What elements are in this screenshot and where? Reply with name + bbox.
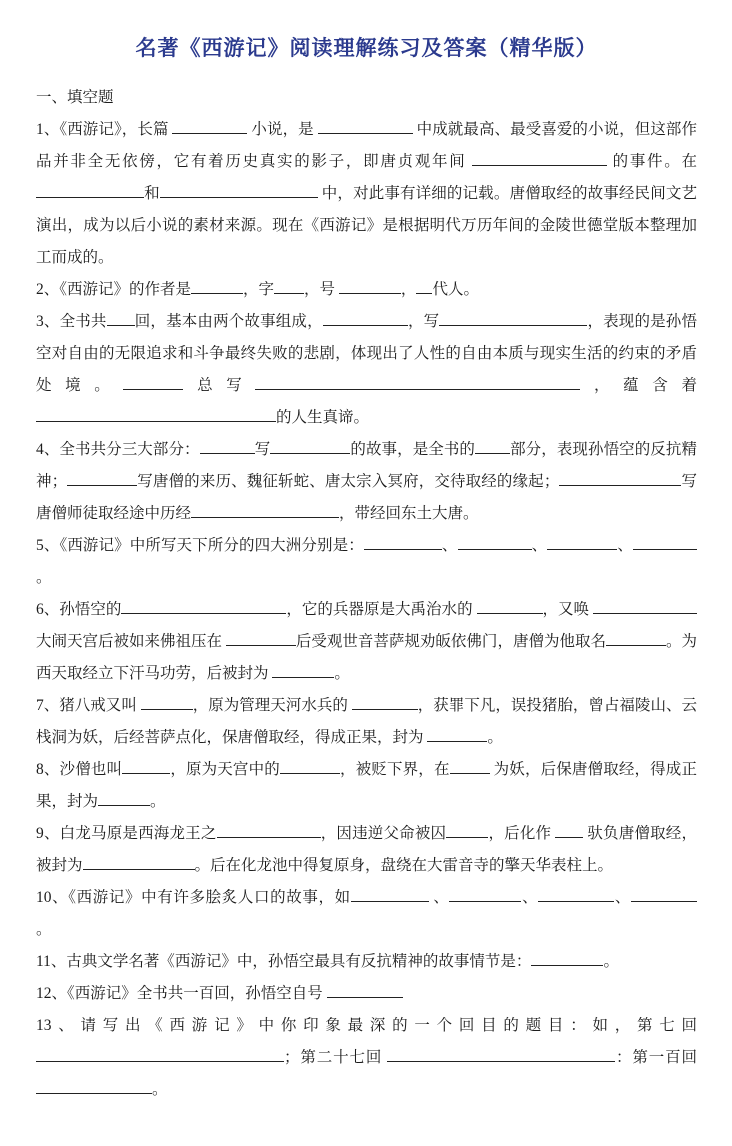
answer-blank — [107, 312, 135, 326]
question-text: 、 — [428, 889, 450, 906]
answer-blank — [280, 760, 340, 774]
answer-blank — [270, 440, 350, 454]
question-2 — [36, 274, 697, 306]
question-5 — [36, 530, 697, 594]
question-text: 3、全书共 — [36, 313, 107, 330]
answer-blank — [122, 760, 170, 774]
question-text: 、 — [531, 537, 548, 554]
question-text: 。 — [334, 665, 350, 682]
question-text: ，它的兵器原是大禹治水的 — [286, 601, 477, 618]
question-text: 7、猪八戒又叫 — [36, 697, 141, 714]
question-13 — [36, 1010, 697, 1106]
answer-blank — [593, 600, 697, 614]
question-text: 驮负唐僧取经，被封为 — [36, 825, 697, 874]
question-11 — [36, 946, 697, 978]
answer-blank — [226, 632, 296, 646]
answer-blank — [531, 952, 603, 966]
answer-blank — [475, 440, 510, 454]
answer-blank — [36, 184, 144, 198]
question-4 — [36, 434, 697, 530]
answer-blank — [555, 824, 583, 838]
answer-blank — [323, 312, 408, 326]
question-text: ，蕴含着 — [580, 377, 697, 394]
question-text: 。后在化龙池中得复原身，盘绕在大雷音寺的擎天华表柱上。 — [194, 857, 614, 874]
question-text: 、 — [617, 537, 633, 554]
question-text: 和 — [144, 185, 160, 202]
question-1 — [36, 114, 697, 274]
answer-blank — [191, 504, 339, 518]
question-text: 。 — [150, 793, 166, 810]
question-text: 的故事，是全书的 — [350, 441, 476, 458]
answer-blank — [200, 440, 255, 454]
question-text: ，获罪下凡，误投猪胎，曾占福陵山、云栈洞为妖，后经菩萨点化，保唐僧取经，得成正果，封为 — [36, 697, 697, 746]
page-title: 名著《西游记》阅读理解练习及答案（精华版） — [135, 37, 598, 60]
question-6 — [36, 594, 697, 690]
question-text: ，被贬下界，在 — [339, 761, 450, 778]
answer-blank — [255, 376, 580, 390]
question-text: 小说，是 — [247, 121, 318, 138]
question-text: ，带经回东土大唐。 — [339, 505, 479, 522]
question-text: 2、《西游记》的作者是 — [36, 281, 192, 298]
question-text: 。为西天取经立下汗马功劳，后被封为 — [36, 633, 697, 682]
question-12 — [36, 978, 697, 1010]
question-text: 10、《西游记》中有许多脍炙人口的故事，如 — [36, 889, 351, 906]
question-text: 中，对此事有详细的记载。唐僧取经的故事经民间文艺演出，成为以后小说的素材来源。现在《西游记》是根据明代万历年间的金陵世德堂版本整理加工而成的。 — [36, 185, 697, 266]
answer-blank — [217, 824, 321, 838]
question-text: ，号 — [304, 281, 339, 298]
answer-blank — [123, 376, 183, 390]
question-text: 的人生真谛。 — [276, 409, 370, 426]
answer-blank — [458, 536, 532, 550]
question-text: 、 — [521, 889, 539, 906]
question-text: ，字 — [243, 281, 275, 298]
answer-blank — [98, 792, 150, 806]
answer-blank — [416, 280, 432, 294]
question-text: 部分，表现孙悟空的反抗精神； — [36, 441, 697, 490]
question-text: ；第二十七回 — [284, 1049, 388, 1066]
question-text: 写唐僧师徒取经途中历经 — [36, 473, 697, 522]
question-text: 4、全书共分三大部分： — [36, 441, 200, 458]
question-text: 、 — [614, 889, 631, 906]
questions-list — [36, 114, 697, 1106]
answer-blank — [446, 824, 488, 838]
question-text: 6、孙悟空的 — [36, 601, 122, 618]
question-text: 代人。 — [432, 281, 479, 298]
answer-blank — [141, 696, 193, 710]
question-text: 中成就最高、最受喜爱的小说，但这部作品并非全无依傍，它有着历史真实的影子，即唐贞观年间 — [36, 121, 697, 170]
question-text: 写 — [254, 441, 271, 458]
question-text: ，表现的是孙悟空对自由的无限追求和斗争最终失败的悲剧，体现出了人性的自由本质与现实生活的约束的矛盾处境。 — [36, 313, 697, 394]
answer-blank — [477, 600, 543, 614]
question-text: ，写 — [407, 313, 440, 330]
answer-blank — [83, 856, 195, 870]
answer-blank — [364, 536, 442, 550]
question-text: 总写 — [183, 377, 256, 394]
answer-blank — [339, 280, 401, 294]
answer-blank — [449, 888, 521, 902]
answer-blank — [172, 120, 247, 134]
answer-blank — [318, 120, 413, 134]
answer-blank — [121, 600, 286, 614]
question-text: 、 — [441, 537, 458, 554]
answer-blank — [274, 280, 304, 294]
question-text: ，又唤 — [542, 601, 593, 618]
question-text: 1、《西游记》，长篇 — [36, 121, 173, 138]
question-text: 。 — [36, 921, 52, 938]
answer-blank — [472, 152, 607, 166]
question-text: 。 — [36, 569, 52, 586]
answer-blank — [547, 536, 617, 550]
question-8 — [36, 754, 697, 818]
answer-blank — [352, 696, 418, 710]
question-text: 。 — [603, 953, 619, 970]
answer-blank — [351, 888, 429, 902]
answer-blank — [160, 184, 318, 198]
answer-blank — [327, 984, 403, 998]
question-text: ，后化作 — [488, 825, 556, 842]
question-3 — [36, 306, 697, 434]
question-text: 9、白龙马原是西海龙王之 — [36, 825, 217, 842]
answer-blank — [191, 280, 243, 294]
question-text: ，原为管理天河水兵的 — [192, 697, 352, 714]
answer-blank — [272, 664, 334, 678]
answer-blank — [633, 536, 697, 550]
question-text: 回，基本由两个故事组成， — [134, 313, 323, 330]
answer-blank — [450, 760, 490, 774]
answer-blank — [538, 888, 614, 902]
answer-blank — [36, 1080, 152, 1094]
question-text: ，因违逆父命被囚 — [320, 825, 447, 842]
answer-blank — [427, 728, 487, 742]
question-text: 写唐僧的来历、魏征斩蛇、唐太宗入冥府，交待取经的缘起； — [137, 473, 560, 490]
question-10 — [36, 882, 697, 946]
question-text: 大闹天宫后被如来佛祖压在 — [36, 633, 226, 650]
answer-blank — [36, 408, 276, 422]
section-heading: 一、填空题 — [36, 89, 114, 106]
question-text: 。 — [152, 1081, 168, 1098]
question-text: 的事件。在 — [607, 153, 697, 170]
question-text: 后受观世音菩萨规劝皈依佛门，唐僧为他取名 — [295, 633, 606, 650]
question-text: 5、《西游记》中所写天下所分的四大洲分别是： — [36, 537, 364, 554]
question-text: 13、请写出《西游记》中你印象最深的一个回目的题目：如，第七回 — [36, 1017, 697, 1034]
answer-blank — [36, 1048, 284, 1062]
answer-blank — [387, 1048, 615, 1062]
question-9 — [36, 818, 697, 882]
question-text: ，原为天宫中的 — [170, 761, 280, 778]
question-text: 8、沙僧也叫 — [36, 761, 123, 778]
question-text: ， — [400, 281, 417, 298]
question-text: 11、古典文学名著《西游记》中，孙悟空最具有反抗精神的故事情节是： — [36, 953, 532, 970]
answer-blank — [606, 632, 666, 646]
question-text: 。 — [487, 729, 503, 746]
answer-blank — [631, 888, 697, 902]
question-7 — [36, 690, 697, 754]
answer-blank — [559, 472, 681, 486]
answer-blank — [67, 472, 137, 486]
question-text: ：第一百回 — [615, 1049, 697, 1066]
question-text: 为妖，后保唐僧取经，得成正果，封为 — [36, 761, 697, 810]
question-text: 12、《西游记》全书共一百回，孙悟空自号 — [36, 985, 327, 1002]
answer-blank — [439, 312, 587, 326]
